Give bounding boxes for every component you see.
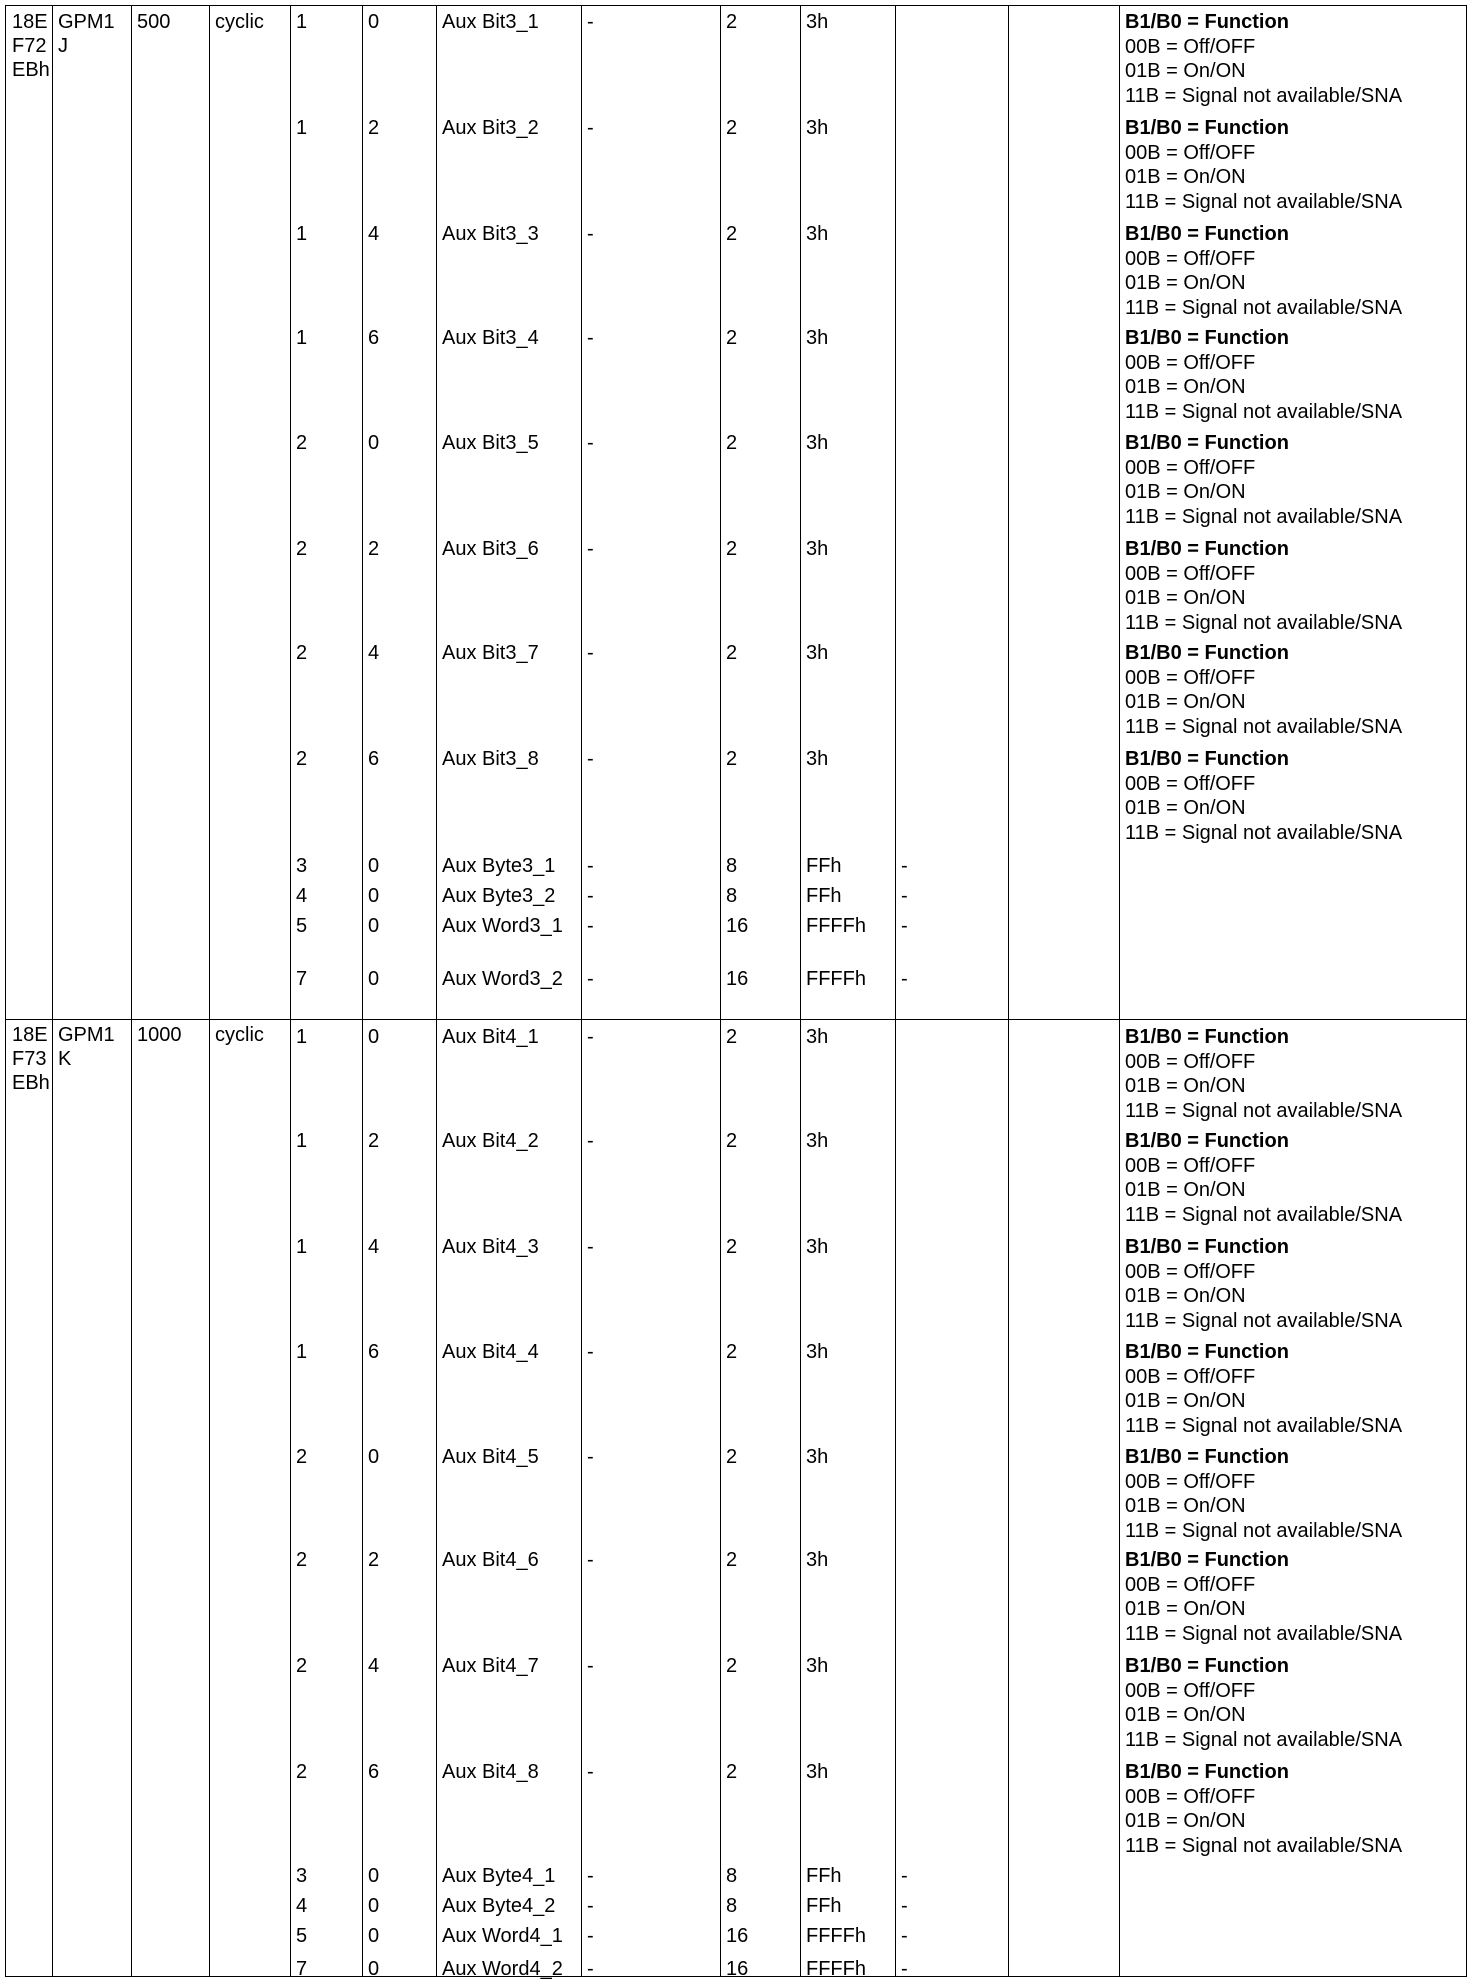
signal-col10: - [901, 915, 908, 937]
signal-byte: 4 [296, 1895, 308, 1917]
description-line: 11B = Signal not available/SNA [1125, 821, 1403, 844]
signal-byte: 1 [296, 117, 308, 139]
description-line: 00B = Off/OFF [1125, 1470, 1256, 1493]
signal-byte: 1 [296, 1130, 308, 1152]
description-line: 00B = Off/OFF [1125, 562, 1256, 585]
signal-length: 2 [726, 1026, 738, 1048]
signal-description [1125, 10, 1402, 108]
signal-name: Aux Bit4_6 [442, 1549, 539, 1571]
signal-byte: 1 [296, 327, 308, 349]
signal-byte: 1 [296, 11, 308, 33]
signal-col10: - [901, 1895, 908, 1917]
column-divider [1008, 6, 1009, 1976]
signal-byte: 1 [296, 1026, 308, 1048]
signal-description [1125, 1654, 1402, 1752]
signal-description [1125, 1235, 1402, 1333]
description-line: 01B = On/ON [1125, 1810, 1246, 1833]
signal-length: 2 [726, 11, 738, 33]
description-line: 00B = Off/OFF [1125, 1050, 1256, 1073]
signal-name: Aux Bit4_1 [442, 1026, 539, 1048]
signal-name: Aux Bit4_3 [442, 1236, 539, 1258]
signal-bit: 0 [368, 1895, 380, 1917]
description-line: 00B = Off/OFF [1125, 1573, 1256, 1596]
description-line: 00B = Off/OFF [1125, 1365, 1256, 1388]
signal-name: Aux Word3_2 [442, 968, 563, 990]
signal-init: 3h [806, 1236, 829, 1258]
signal-byte: 7 [296, 968, 308, 990]
signal-description [1125, 1340, 1402, 1438]
description-line: 01B = On/ON [1125, 1285, 1246, 1308]
description-heading: B1/B0 = Function [1125, 1130, 1289, 1152]
signal-unit: - [587, 327, 594, 349]
signal-bit: 0 [368, 1026, 380, 1048]
signal-init: FFh [806, 855, 842, 877]
signal-unit: - [587, 1958, 594, 1980]
signal-bit: 6 [368, 327, 380, 349]
description-heading: B1/B0 = Function [1125, 223, 1289, 245]
signal-init: FFh [806, 1895, 842, 1917]
signal-byte: 2 [296, 538, 308, 560]
signal-init: 3h [806, 642, 829, 664]
column-divider [52, 6, 53, 1976]
signal-name: Aux Bit3_1 [442, 11, 539, 33]
column-divider [581, 6, 582, 1976]
description-line: 11B = Signal not available/SNA [1125, 1834, 1403, 1857]
signal-length: 16 [726, 1925, 749, 1947]
cycle-time: 500 [137, 11, 171, 33]
signal-bit: 0 [368, 1925, 380, 1947]
signal-bit: 4 [368, 1236, 380, 1258]
description-line: 11B = Signal not available/SNA [1125, 1622, 1403, 1645]
signal-unit: - [587, 855, 594, 877]
signal-bit: 0 [368, 855, 380, 877]
signal-col10: - [901, 1958, 908, 1980]
signal-init: 3h [806, 1026, 829, 1048]
signal-byte: 2 [296, 432, 308, 454]
signal-bit: 6 [368, 748, 380, 770]
signal-description [1125, 641, 1402, 739]
signal-name: Aux Bit3_2 [442, 117, 539, 139]
message-name: J [58, 35, 68, 57]
description-heading: B1/B0 = Function [1125, 1761, 1289, 1783]
description-heading: B1/B0 = Function [1125, 1341, 1289, 1363]
signal-description [1125, 1129, 1402, 1227]
description-heading: B1/B0 = Function [1125, 117, 1289, 139]
signal-description [1125, 326, 1402, 424]
signal-byte: 3 [296, 855, 308, 877]
signal-bit: 0 [368, 1446, 380, 1468]
signal-bit: 6 [368, 1761, 380, 1783]
signal-length: 2 [726, 538, 738, 560]
signal-bit: 4 [368, 1655, 380, 1677]
signal-byte: 1 [296, 1341, 308, 1363]
column-divider [800, 6, 801, 1976]
signal-length: 8 [726, 1865, 738, 1887]
description-line: 00B = Off/OFF [1125, 351, 1256, 374]
signal-unit: - [587, 1130, 594, 1152]
description-line: 00B = Off/OFF [1125, 1785, 1256, 1808]
signal-init: FFFFh [806, 915, 866, 937]
signal-init: 3h [806, 1446, 829, 1468]
description-heading: B1/B0 = Function [1125, 642, 1289, 664]
column-divider [1119, 6, 1120, 1976]
signal-unit: - [587, 538, 594, 560]
signal-name: Aux Byte3_2 [442, 885, 556, 907]
signal-length: 2 [726, 642, 738, 664]
signal-unit: - [587, 1655, 594, 1677]
signal-length: 2 [726, 1341, 738, 1363]
signal-byte: 7 [296, 1958, 308, 1980]
description-line: 01B = On/ON [1125, 797, 1246, 820]
column-divider [720, 6, 721, 1976]
signal-init: FFh [806, 885, 842, 907]
description-line: 01B = On/ON [1125, 60, 1246, 83]
signal-name: Aux Bit3_8 [442, 748, 539, 770]
signal-unit: - [587, 432, 594, 454]
description-line: 01B = On/ON [1125, 1495, 1246, 1518]
column-divider [290, 6, 291, 1976]
signal-name: Aux Byte4_1 [442, 1865, 556, 1887]
signal-init: 3h [806, 1130, 829, 1152]
description-line: 01B = On/ON [1125, 1704, 1246, 1727]
column-divider [209, 6, 210, 1976]
signal-description [1125, 1025, 1402, 1123]
signal-unit: - [587, 1549, 594, 1571]
signal-name: Aux Bit4_7 [442, 1655, 539, 1677]
signal-name: Aux Bit3_6 [442, 538, 539, 560]
signal-description [1125, 747, 1402, 845]
description-line: 00B = Off/OFF [1125, 772, 1256, 795]
signal-unit: - [587, 1026, 594, 1048]
signal-init: FFFFh [806, 968, 866, 990]
description-line: 00B = Off/OFF [1125, 1679, 1256, 1702]
signal-length: 2 [726, 1446, 738, 1468]
signal-bit: 0 [368, 885, 380, 907]
signal-col10: - [901, 1925, 908, 1947]
signal-length: 8 [726, 855, 738, 877]
signal-unit: - [587, 915, 594, 937]
description-line: 11B = Signal not available/SNA [1125, 296, 1403, 319]
signal-init: 3h [806, 748, 829, 770]
signal-bit: 2 [368, 1549, 380, 1571]
message-id: EBh [12, 1072, 50, 1094]
signal-init: FFFFh [806, 1958, 866, 1980]
signal-unit: - [587, 885, 594, 907]
description-line: 11B = Signal not available/SNA [1125, 1414, 1403, 1437]
group-divider [6, 1019, 1466, 1020]
signal-name: Aux Word4_1 [442, 1925, 563, 1947]
signal-byte: 2 [296, 1761, 308, 1783]
signal-length: 2 [726, 1236, 738, 1258]
signal-bit: 0 [368, 11, 380, 33]
signal-name: Aux Byte4_2 [442, 1895, 556, 1917]
description-line: 01B = On/ON [1125, 166, 1246, 189]
signal-init: 3h [806, 1341, 829, 1363]
description-line: 11B = Signal not available/SNA [1125, 84, 1403, 107]
signal-length: 2 [726, 327, 738, 349]
description-heading: B1/B0 = Function [1125, 538, 1289, 560]
message-id: 18E [12, 1024, 48, 1046]
description-line: 01B = On/ON [1125, 1598, 1246, 1621]
signal-description [1125, 1760, 1402, 1858]
signal-unit: - [587, 1236, 594, 1258]
signal-byte: 2 [296, 1446, 308, 1468]
signal-name: Aux Bit3_3 [442, 223, 539, 245]
signal-length: 16 [726, 915, 749, 937]
description-line: 11B = Signal not available/SNA [1125, 1728, 1403, 1751]
cycle-time: 1000 [137, 1024, 182, 1046]
message-id: EBh [12, 59, 50, 81]
description-line: 11B = Signal not available/SNA [1125, 611, 1403, 634]
signal-description [1125, 537, 1402, 635]
signal-bit: 0 [368, 432, 380, 454]
description-line: 00B = Off/OFF [1125, 1154, 1256, 1177]
signal-length: 2 [726, 1130, 738, 1152]
signal-unit: - [587, 1925, 594, 1947]
signal-bit: 0 [368, 968, 380, 990]
signal-unit: - [587, 1341, 594, 1363]
signal-bit: 4 [368, 223, 380, 245]
signal-bit: 0 [368, 1865, 380, 1887]
signal-length: 16 [726, 1958, 749, 1980]
transmission-type: cyclic [215, 11, 264, 33]
signal-unit: - [587, 642, 594, 664]
signal-bit: 4 [368, 642, 380, 664]
signal-byte: 2 [296, 1655, 308, 1677]
description-line: 01B = On/ON [1125, 376, 1246, 399]
description-line: 01B = On/ON [1125, 1179, 1246, 1202]
signal-length: 16 [726, 968, 749, 990]
description-line: 00B = Off/OFF [1125, 666, 1256, 689]
signal-length: 2 [726, 1761, 738, 1783]
message-id: F72 [12, 35, 47, 57]
message-name: GPM1 [58, 1024, 115, 1046]
description-heading: B1/B0 = Function [1125, 432, 1289, 454]
signal-description [1125, 431, 1402, 529]
signal-init: 3h [806, 432, 829, 454]
signal-length: 8 [726, 885, 738, 907]
description-line: 00B = Off/OFF [1125, 247, 1256, 270]
signal-byte: 2 [296, 1549, 308, 1571]
description-line: 00B = Off/OFF [1125, 1260, 1256, 1283]
signal-byte: 2 [296, 748, 308, 770]
description-heading: B1/B0 = Function [1125, 327, 1289, 349]
message-name: GPM1 [58, 11, 115, 33]
signal-byte: 1 [296, 223, 308, 245]
column-divider [131, 6, 132, 1976]
message-id: F73 [12, 1048, 47, 1070]
signal-bit: 0 [368, 915, 380, 937]
signal-unit: - [587, 11, 594, 33]
signal-name: Aux Bit4_2 [442, 1130, 539, 1152]
signal-length: 2 [726, 748, 738, 770]
signal-description [1125, 222, 1402, 320]
signal-init: FFh [806, 1865, 842, 1887]
signal-length: 2 [726, 432, 738, 454]
description-heading: B1/B0 = Function [1125, 748, 1289, 770]
signal-name: Aux Bit3_4 [442, 327, 539, 349]
description-heading: B1/B0 = Function [1125, 11, 1289, 33]
description-line: 11B = Signal not available/SNA [1125, 1519, 1403, 1542]
signal-byte: 4 [296, 885, 308, 907]
description-line: 01B = On/ON [1125, 1390, 1246, 1413]
signal-name: Aux Bit4_8 [442, 1761, 539, 1783]
signal-bit: 0 [368, 1958, 380, 1980]
description-heading: B1/B0 = Function [1125, 1236, 1289, 1258]
signal-bit: 2 [368, 1130, 380, 1152]
signal-byte: 3 [296, 1865, 308, 1887]
signal-bit: 2 [368, 117, 380, 139]
signal-init: 3h [806, 1761, 829, 1783]
signal-init: 3h [806, 11, 829, 33]
signal-col10: - [901, 855, 908, 877]
column-divider [436, 6, 437, 1976]
message-name: K [58, 1048, 72, 1070]
description-heading: B1/B0 = Function [1125, 1026, 1289, 1048]
signal-byte: 5 [296, 915, 308, 937]
description-line: 01B = On/ON [1125, 1075, 1246, 1098]
signal-init: 3h [806, 1549, 829, 1571]
signal-col10: - [901, 968, 908, 990]
description-heading: B1/B0 = Function [1125, 1446, 1289, 1468]
column-divider [362, 6, 363, 1976]
signal-byte: 1 [296, 1236, 308, 1258]
signal-description [1125, 1445, 1402, 1543]
signal-name: Aux Bit3_5 [442, 432, 539, 454]
column-divider [895, 6, 896, 1976]
signal-description [1125, 116, 1402, 214]
description-line: 00B = Off/OFF [1125, 141, 1256, 164]
description-heading: B1/B0 = Function [1125, 1549, 1289, 1571]
description-line: 11B = Signal not available/SNA [1125, 190, 1403, 213]
signal-init: 3h [806, 538, 829, 560]
signal-length: 2 [726, 117, 738, 139]
signal-length: 2 [726, 1549, 738, 1571]
signal-unit: - [587, 223, 594, 245]
signal-length: 2 [726, 223, 738, 245]
signal-init: 3h [806, 1655, 829, 1677]
signal-bit: 2 [368, 538, 380, 560]
description-line: 11B = Signal not available/SNA [1125, 715, 1403, 738]
signal-name: Aux Bit4_5 [442, 1446, 539, 1468]
signal-table [5, 5, 1467, 1980]
signal-unit: - [587, 117, 594, 139]
signal-description [1125, 1548, 1402, 1646]
signal-name: Aux Bit3_7 [442, 642, 539, 664]
description-line: 00B = Off/OFF [1125, 35, 1256, 58]
signal-unit: - [587, 748, 594, 770]
signal-col10: - [901, 1865, 908, 1887]
message-id: 18E [12, 11, 48, 33]
transmission-type: cyclic [215, 1024, 264, 1046]
signal-length: 2 [726, 1655, 738, 1677]
description-line: 01B = On/ON [1125, 691, 1246, 714]
signal-name: Aux Word3_1 [442, 915, 563, 937]
signal-byte: 5 [296, 1925, 308, 1947]
signal-length: 8 [726, 1895, 738, 1917]
signal-init: 3h [806, 223, 829, 245]
description-line: 00B = Off/OFF [1125, 456, 1256, 479]
description-line: 11B = Signal not available/SNA [1125, 1309, 1403, 1332]
signal-unit: - [587, 968, 594, 990]
description-line: 11B = Signal not available/SNA [1125, 1203, 1403, 1226]
signal-init: 3h [806, 327, 829, 349]
signal-col10: - [901, 885, 908, 907]
signal-name: Aux Byte3_1 [442, 855, 556, 877]
signal-init: 3h [806, 117, 829, 139]
description-line: 01B = On/ON [1125, 481, 1246, 504]
description-line: 01B = On/ON [1125, 587, 1246, 610]
description-line: 11B = Signal not available/SNA [1125, 1099, 1403, 1122]
signal-unit: - [587, 1446, 594, 1468]
signal-name: Aux Bit4_4 [442, 1341, 539, 1363]
signal-unit: - [587, 1895, 594, 1917]
signal-byte: 2 [296, 642, 308, 664]
description-line: 11B = Signal not available/SNA [1125, 505, 1403, 528]
signal-bit: 6 [368, 1341, 380, 1363]
signal-name: Aux Word4_2 [442, 1958, 563, 1980]
description-heading: B1/B0 = Function [1125, 1655, 1289, 1677]
description-line: 11B = Signal not available/SNA [1125, 400, 1403, 423]
description-line: 01B = On/ON [1125, 272, 1246, 295]
signal-unit: - [587, 1761, 594, 1783]
signal-init: FFFFh [806, 1925, 866, 1947]
signal-unit: - [587, 1865, 594, 1887]
